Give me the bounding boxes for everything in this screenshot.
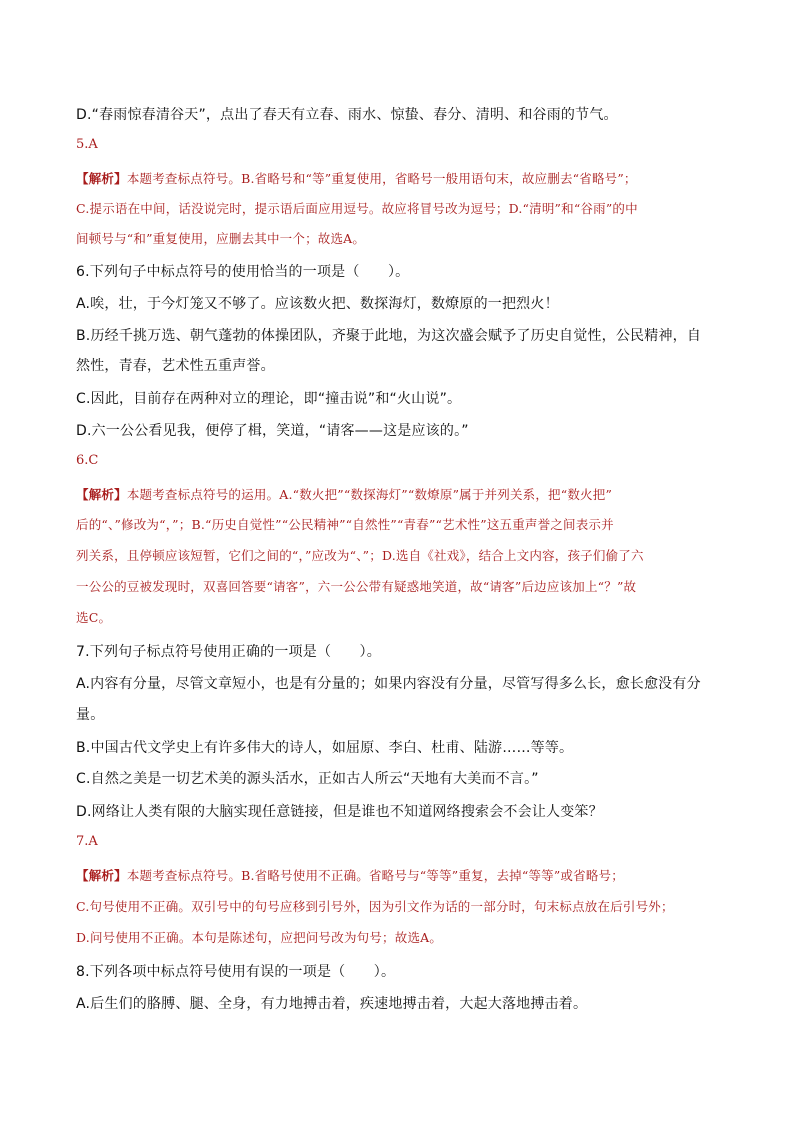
- explanation-5-line-1: [76, 169, 736, 187]
- q6-option-a: A.唉，壮，于今灯笼又不够了。应该数火把、数探海灯，数燎原的一把烈火！: [76, 296, 559, 312]
- q7-option-b: B.中国古代文学史上有许多伟大的诗人，如屈原、李白、杜甫、陆游……等等。: [76, 740, 574, 756]
- explanation-7-line-3: D.问号使用不正确。本句是陈述句，应把问号改为句号；故选A。: [76, 930, 443, 945]
- q7-option-c: C.自然之美是一切艺术美的源头活水，正如古人所云“天地有大美而不言。”: [76, 771, 539, 787]
- explanation-text: 本题考查标点符号。B.省略号使用不正确。省略号与“等等”重复，去掉“等等”或省略号；: [126, 868, 624, 883]
- explanation-tag: 【解析】: [76, 487, 127, 502]
- q6-option-c: C.因此，目前存在两种对立的理论，即“撞击说”和“火山说”。: [76, 391, 462, 407]
- explanation-6-line-4: 一公公的豆被发现时，双喜回答要“请客”，六一公公带有疑惑地笑道，故“请客”后边应该加上“？”故: [76, 579, 637, 594]
- q7-option-a-line-1: A.内容有分量，尽管文章短小，也是有分量的；如果内容没有分量，尽管写得多么长，愈长愈没有分: [76, 676, 701, 692]
- q6-option-d: D.六一公公看见我，便停了楫，笑道，“请客——这是应该的。”: [76, 423, 469, 439]
- q6-option-b-line-2: 然性，青春，艺术性五重声誉。: [76, 358, 275, 374]
- q8-option-a: A.后生们的胳膊、腿、全身，有力地搏击着，疾速地搏击着，大起大落地搏击着。: [76, 996, 588, 1012]
- explanation-6-line-1: [76, 485, 736, 503]
- explanation-5-line-2: C.提示语在中间，话没说完时，提示语后面应用逗号。故应将冒号改为逗号；D.“清明”和“谷雨”的中: [76, 201, 638, 216]
- q7-option-a-line-2: 量。: [76, 707, 105, 723]
- explanation-7-line-1: [76, 866, 736, 884]
- question-7: 7.下列句子标点符号使用正确的一项是（ ）。: [76, 644, 381, 660]
- q6-option-b-line-1: B.历经千挑万选、朝气蓬勃的体操团队，齐聚于此地，为这次盛会赋予了历史自觉性，公民精神，自: [76, 328, 702, 344]
- explanation-6-line-5: 选C。: [76, 610, 112, 625]
- explanation-tag: 【解析】: [76, 171, 127, 186]
- explanation-tag: 【解析】: [76, 868, 127, 883]
- explanation-6-line-3: 列关系，且停顿应该短暂，它们之间的“，”应改为“、”；D.选自《社戏》，结合上文内容，孩子们偷了六: [76, 548, 644, 563]
- explanation-text: 本题考查标点符号的运用。A.“数火把”“数探海灯”“数燎原”属于并列关系，把“数火把”: [126, 487, 613, 502]
- question-6: 6.下列句子中标点符号的使用恰当的一项是（ ）。: [76, 264, 410, 280]
- explanation-5-line-3: 间顿号与“和”重复使用，应删去其中一个；故选A。: [76, 231, 366, 246]
- explanation-7-line-2: C.句号使用不正确。双引号中的句号应移到引号外，因为引文作为话的一部分时，句末标点放在后引号外；: [76, 899, 674, 914]
- explanation-text: 本题考查标点符号。B.省略号和“等”重复使用，省略号一般用语句末，故应删去“省略号”；: [126, 171, 637, 186]
- answer-7: 7.A: [76, 834, 98, 849]
- explanation-6-line-2: 后的“、”修改为“，”；B.“历史自觉性”“公民精神”“自然性”“青春”“艺术性”这五重声誉之间表示并: [76, 517, 614, 532]
- question-8: 8.下列各项中标点符号使用有误的一项是（ ）。: [76, 964, 396, 980]
- q7-option-d: D.网络让人类有限的大脑实现任意链接，但是谁也不知道网络搜索会不会让人变笨？: [76, 804, 603, 820]
- answer-5: 5.A: [76, 137, 98, 152]
- q4-option-d: D.“春雨惊春清谷天”，点出了春天有立春、雨水、惊蛰、春分、清明、和谷雨的节气。: [76, 107, 618, 123]
- answer-6: 6.C: [76, 453, 99, 468]
